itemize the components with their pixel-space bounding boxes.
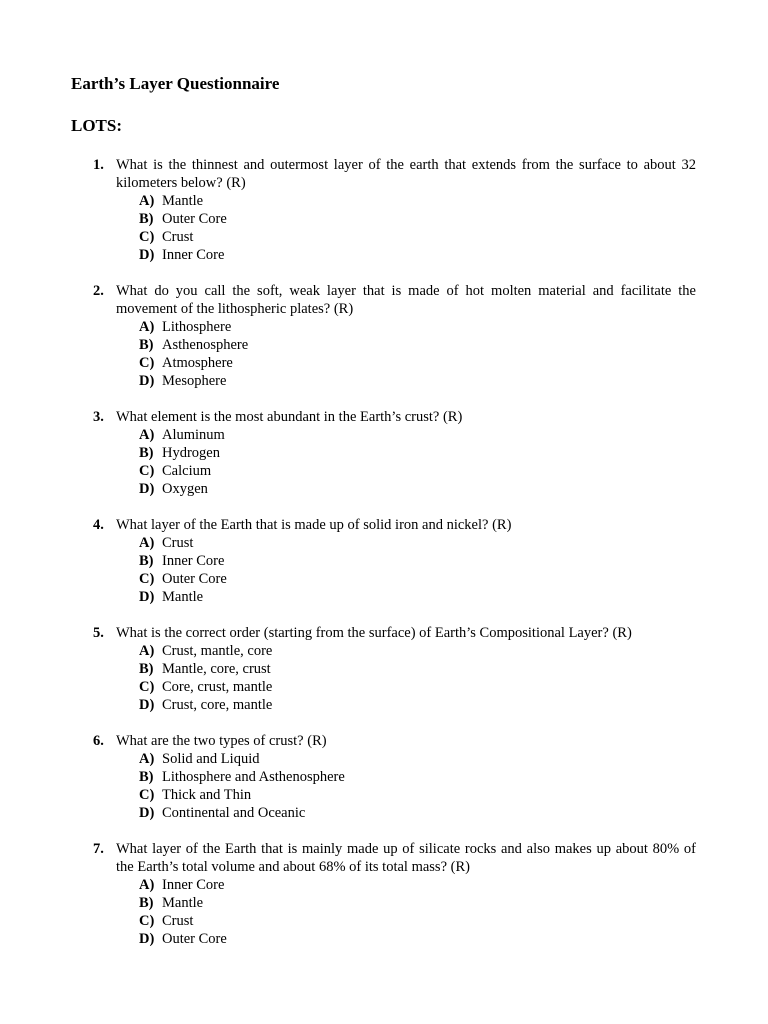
answer-option <box>0 462 768 480</box>
option-text: Crust <box>162 535 194 551</box>
question-text: What is the correct order (starting from the surface) of Earth’s Compositional Layer? (R) <box>116 625 632 641</box>
section-heading: LOTS: <box>71 116 123 135</box>
option-text: Aluminum <box>162 427 225 443</box>
answer-option <box>0 552 768 570</box>
option-letter: B) <box>139 337 154 353</box>
answer-option <box>0 660 768 678</box>
option-letter: A) <box>139 751 155 767</box>
option-letter: D) <box>139 589 155 605</box>
option-text: Atmosphere <box>162 355 233 371</box>
option-letter: C) <box>139 229 155 245</box>
question-number: 5. <box>93 625 104 641</box>
option-letter: A) <box>139 535 155 551</box>
answer-option <box>0 894 768 912</box>
option-letter: C) <box>139 787 155 803</box>
option-text: Core, crust, mantle <box>162 679 273 695</box>
option-text: Outer Core <box>162 211 227 227</box>
option-letter: C) <box>139 355 155 371</box>
question-number: 1. <box>93 157 104 173</box>
option-list <box>0 876 768 948</box>
option-letter: D) <box>139 247 155 263</box>
option-text: Inner Core <box>162 877 225 893</box>
answer-option <box>0 696 768 714</box>
option-list <box>0 534 768 606</box>
answer-option <box>0 480 768 498</box>
answer-option <box>0 912 768 930</box>
answer-option <box>0 588 768 606</box>
option-text: Mantle <box>162 895 204 911</box>
option-text: Mantle, core, crust <box>162 661 271 677</box>
answer-option <box>0 876 768 894</box>
option-text: Inner Core <box>162 247 225 263</box>
option-letter: B) <box>139 769 154 785</box>
option-letter: D) <box>139 481 155 497</box>
option-text: Continental and Oceanic <box>162 805 306 821</box>
option-text: Crust, mantle, core <box>162 643 273 659</box>
answer-option <box>0 336 768 354</box>
option-text: Inner Core <box>162 553 225 569</box>
option-letter: B) <box>139 661 154 677</box>
question-number: 3. <box>93 409 104 425</box>
option-letter: D) <box>139 697 155 713</box>
answer-option <box>0 318 768 336</box>
answer-option <box>0 354 768 372</box>
option-letter: B) <box>139 895 154 911</box>
option-text: Mantle <box>162 589 204 605</box>
answer-option <box>0 210 768 228</box>
answer-option <box>0 534 768 552</box>
option-text: Crust <box>162 229 194 245</box>
option-text: Oxygen <box>162 481 208 497</box>
answer-option <box>0 372 768 390</box>
answer-option <box>0 678 768 696</box>
option-text: Hydrogen <box>162 445 220 461</box>
option-text: Outer Core <box>162 931 227 947</box>
option-letter: C) <box>139 571 155 587</box>
option-letter: A) <box>139 193 155 209</box>
answer-option <box>0 570 768 588</box>
question-item <box>0 282 768 390</box>
option-list <box>0 642 768 714</box>
option-letter: C) <box>139 913 155 929</box>
question-text: What layer of the Earth that is mainly made up of silicate rocks and also makes up about 80% of the Earth’s total volume and about 68% of its total mass? (R) <box>116 841 696 875</box>
option-text: Crust, core, mantle <box>162 697 273 713</box>
option-text: Outer Core <box>162 571 227 587</box>
option-text: Lithosphere and Asthenosphere <box>162 769 345 785</box>
option-letter: A) <box>139 319 155 335</box>
question-number: 7. <box>93 841 104 857</box>
answer-option <box>0 768 768 786</box>
option-list <box>0 318 768 390</box>
option-text: Lithosphere <box>162 319 232 335</box>
question-number: 6. <box>93 733 104 749</box>
option-text: Asthenosphere <box>162 337 249 353</box>
option-list <box>0 750 768 822</box>
answer-option <box>0 192 768 210</box>
question-number: 4. <box>93 517 104 533</box>
option-letter: D) <box>139 373 155 389</box>
option-letter: B) <box>139 445 154 461</box>
option-text: Crust <box>162 913 194 929</box>
answer-option <box>0 426 768 444</box>
option-letter: A) <box>139 427 155 443</box>
question-list <box>0 156 768 966</box>
question-item <box>0 408 768 498</box>
option-letter: C) <box>139 463 155 479</box>
option-letter: D) <box>139 805 155 821</box>
option-text: Thick and Thin <box>162 787 252 803</box>
option-letter: A) <box>139 877 155 893</box>
question-item <box>0 624 768 714</box>
answer-option <box>0 750 768 768</box>
option-list <box>0 426 768 498</box>
question-text: What is the thinnest and outermost layer of the earth that extends from the surface to about 32 kilometers below? (R) <box>116 157 696 191</box>
answer-option <box>0 930 768 948</box>
question-text: What layer of the Earth that is made up of solid iron and nickel? (R) <box>116 517 512 533</box>
question-text: What do you call the soft, weak layer that is made of hot molten material and facilitate the movement of the lithospheric plates? (R) <box>116 283 696 317</box>
option-letter: D) <box>139 931 155 947</box>
question-text: What element is the most abundant in the Earth’s crust? (R) <box>116 409 463 425</box>
option-letter: A) <box>139 643 155 659</box>
answer-option <box>0 228 768 246</box>
option-text: Mantle <box>162 193 204 209</box>
option-text: Mesophere <box>162 373 227 389</box>
option-letter: C) <box>139 679 155 695</box>
question-item <box>0 840 768 948</box>
option-letter: B) <box>139 553 154 569</box>
question-item <box>0 156 768 264</box>
answer-option <box>0 246 768 264</box>
option-letter: B) <box>139 211 154 227</box>
option-list <box>0 192 768 264</box>
option-text: Calcium <box>162 463 212 479</box>
answer-option <box>0 786 768 804</box>
answer-option <box>0 642 768 660</box>
question-text: What are the two types of crust? (R) <box>116 733 327 749</box>
option-text: Solid and Liquid <box>162 751 260 767</box>
page-title: Earth’s Layer Questionnaire <box>71 74 280 93</box>
question-item <box>0 516 768 606</box>
question-item <box>0 732 768 822</box>
answer-option <box>0 804 768 822</box>
answer-option <box>0 444 768 462</box>
question-number: 2. <box>93 283 104 299</box>
